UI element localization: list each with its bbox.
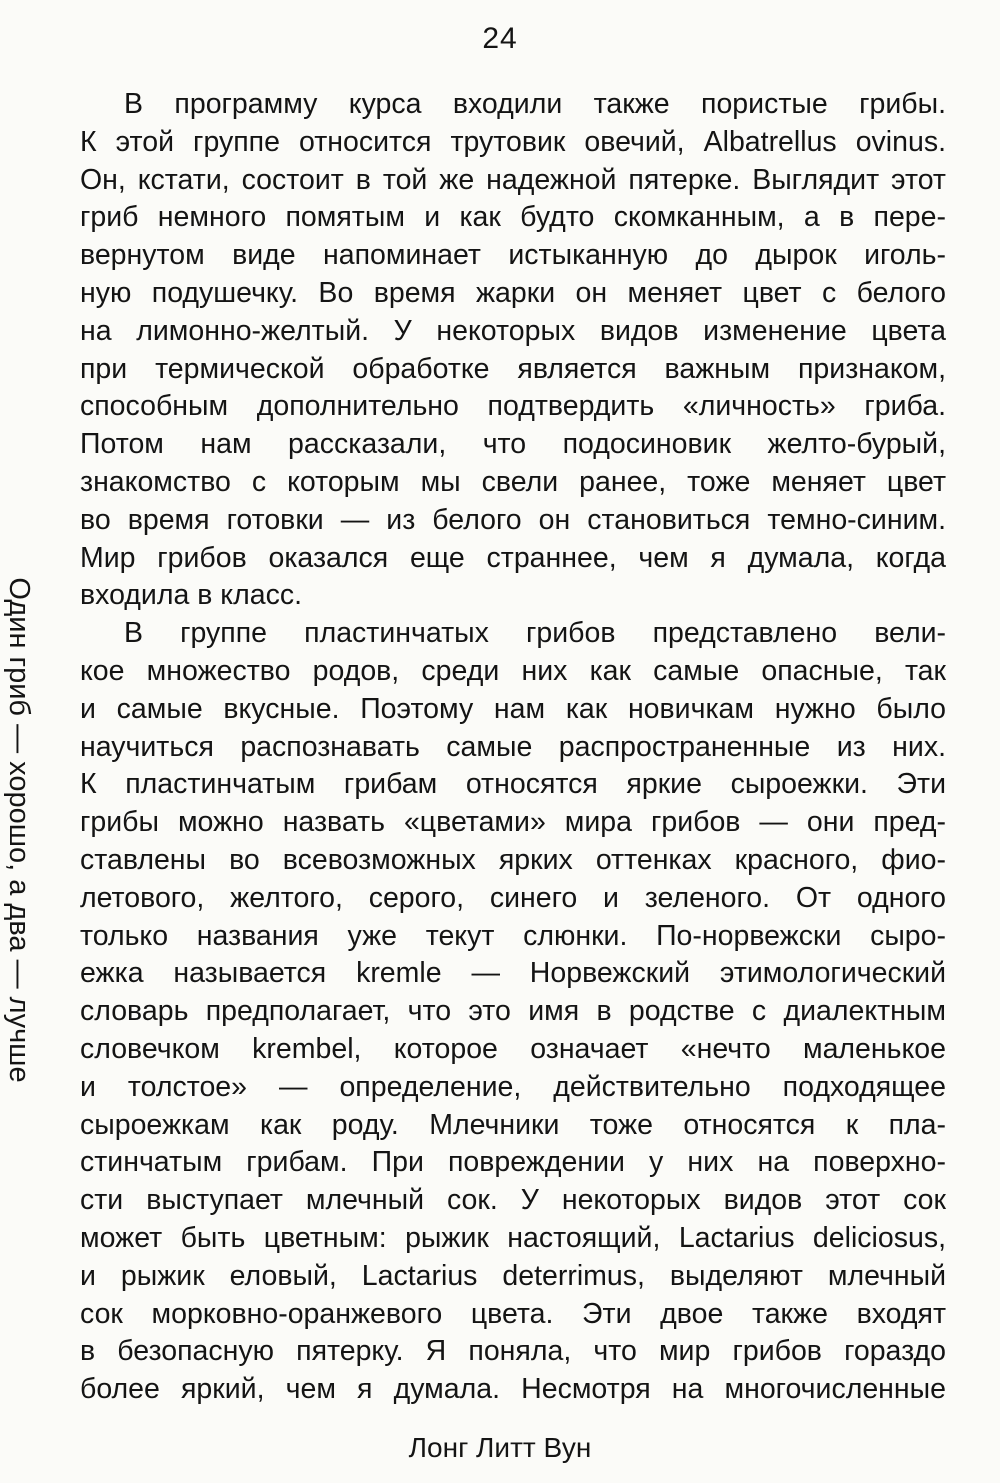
page-number: 24 <box>482 22 518 55</box>
text-line: словарь предполагает, что это имя в родстве с диалектным <box>80 995 946 1028</box>
running-title: Один гриб — хорошо, а два — лучше <box>3 577 35 1083</box>
text-line: при термической обработке является важным признаком, <box>80 352 946 385</box>
text-line: и рыжик еловый, Lactarius deterrimus, выделяют млечный <box>80 1259 946 1292</box>
text-line: стинчатым грибам. При повреждении у них на поверхно- <box>80 1146 946 1179</box>
text-line: способным дополнительно подтвердить «личность» гриба. <box>80 390 946 423</box>
text-line: знакомство с которым мы свели ранее, тоже меняет цвет <box>80 465 946 498</box>
text-line: Он, кстати, состоит в той же надежной пятерке. Выглядит этот <box>80 163 946 196</box>
text-line: В программу курса входили также пористые грибы. <box>124 88 946 120</box>
text-line: научиться распознавать самые распространенные из них. <box>80 730 946 763</box>
text-line: К пластинчатым грибам относятся яркие сыроежки. Эти <box>80 768 946 801</box>
text-line: В группе пластинчатых грибов представлено вели- <box>124 617 946 650</box>
text-line: и самые вкусные. Поэтому нам как новичкам нужно было <box>80 692 946 725</box>
text-line: сти выступает млечный сок. У некоторых видов этот сок <box>80 1184 946 1217</box>
text-line: в безопасную пятерку. Я поняла, что мир грибов гораздо <box>80 1335 946 1368</box>
text-line: на лимонно-желтый. У некоторых видов изменение цвета <box>80 314 946 347</box>
footer-author: Лонг Литт Вун <box>408 1432 592 1463</box>
text-line: более яркий, чем я думала. Несмотря на многочисленные <box>80 1373 946 1406</box>
text-line: сыроежкам как роду. Млечники тоже относятся к пла- <box>80 1108 946 1141</box>
text-line: ежка называется kremle — Норвежский этимологический <box>80 957 946 990</box>
text-line: во время готовки — из белого он становиться темно-синим. <box>80 503 946 536</box>
text-line: входила в класс. <box>80 579 302 612</box>
paragraph-2 <box>80 615 946 1409</box>
text-line: Потом нам рассказали, что подосиновик желто-бурый, <box>80 428 946 461</box>
text-line: ную подушечку. Во время жарки он меняет цвет с белого <box>80 276 946 309</box>
text-line: и толстое» — определение, действительно подходящее <box>80 1070 946 1103</box>
text-line: словечком krembel, которое означает «нечто маленькое <box>80 1032 946 1065</box>
text-line: Мир грибов оказался еще страннее, чем я думала, когда <box>80 541 946 574</box>
body-text <box>80 86 946 1409</box>
text-line: может быть цветным: рыжик настоящий, Lactarius deliciosus, <box>80 1221 946 1254</box>
text-line: ставлены во всевозможных ярких оттенках красного, фио- <box>80 843 946 876</box>
text-line: гриб немного помятым и как будто скомканным, а в пере- <box>80 201 946 234</box>
paragraph-1 <box>80 86 946 615</box>
text-line: вернутом виде напоминает истыканную до дырок иголь- <box>80 239 946 272</box>
text-line: кое множество родов, среди них как самые опасные, так <box>80 654 946 687</box>
text-line: сок морковно-оранжевого цвета. Эти двое также входят <box>80 1297 946 1330</box>
text-line: летового, желтого, серого, синего и зеленого. От одного <box>80 881 946 914</box>
text-line: только названия уже текут слюнки. По-норвежски сыро- <box>80 919 946 952</box>
text-line: грибы можно назвать «цветами» мира грибов — они пред- <box>80 806 946 839</box>
text-line: К этой группе относится трутовик овечий, Albatrellus ovinus. <box>80 125 946 158</box>
